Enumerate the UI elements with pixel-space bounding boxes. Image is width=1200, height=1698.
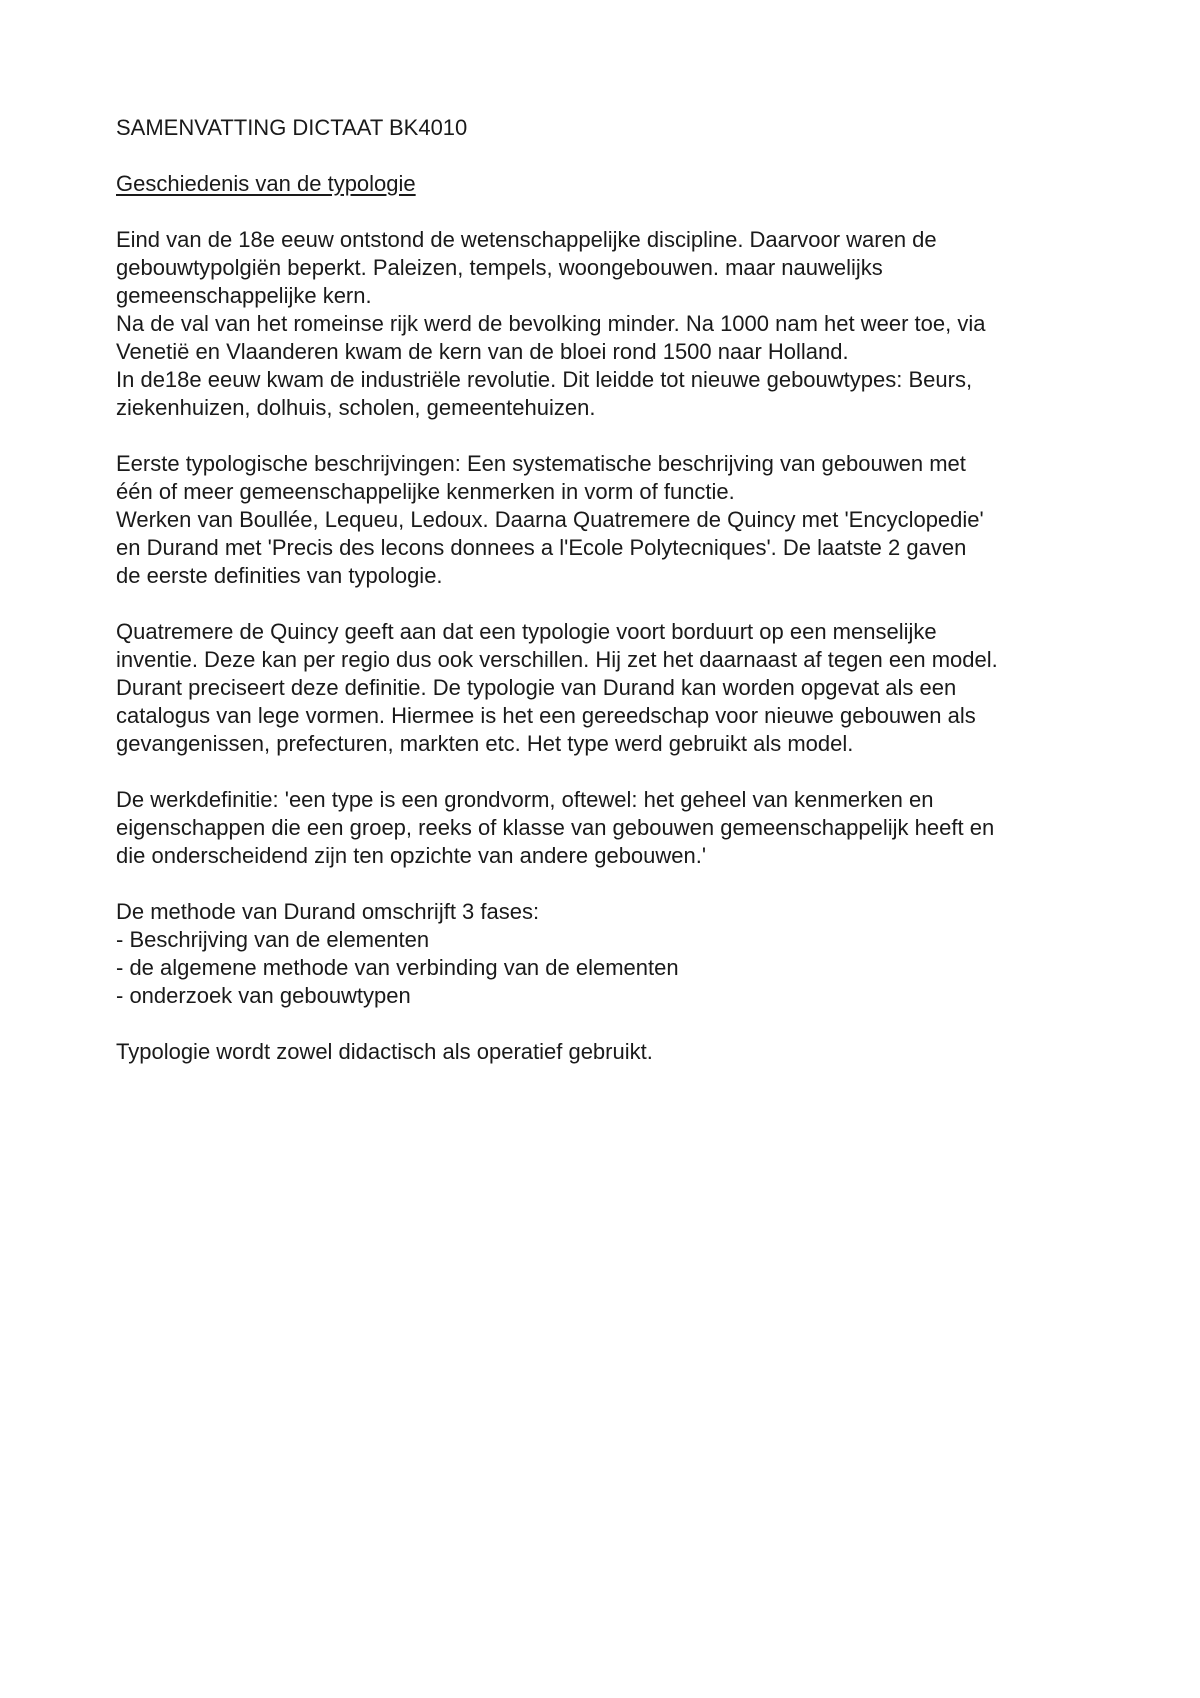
text-line: Quatremere de Quincy geeft aan dat een typologie voort borduurt op een menselijke xyxy=(116,619,937,644)
text-line: één of meer gemeenschappelijke kenmerken in vorm of functie. xyxy=(116,479,735,504)
text-line: Na de val van het romeinse rijk werd de bevolking minder. Na 1000 nam het weer toe, via xyxy=(116,311,986,336)
text-line: De methode van Durand omschrijft 3 fases: xyxy=(116,899,540,924)
paragraph-quincy-durand xyxy=(116,618,1116,758)
text-line: de eerste definities van typologie. xyxy=(116,563,443,588)
text-line: Werken van Boullée, Lequeu, Ledoux. Daarna Quatremere de Quincy met 'Encyclopedie' xyxy=(116,507,984,532)
paragraph-durand-method xyxy=(116,898,1116,1010)
section-heading: Geschiedenis van de typologie xyxy=(116,171,416,196)
paragraph-conclusion xyxy=(116,1038,1116,1066)
text-line: gevangenissen, prefecturen, markten etc. Het type werd gebruikt als model. xyxy=(116,731,854,756)
text-line: In de18e eeuw kwam de industriële revolutie. Dit leidde tot nieuwe gebouwtypes: Beurs, xyxy=(116,367,973,392)
text-line: Eind van de 18e eeuw ontstond de wetenschappelijke discipline. Daarvoor waren de xyxy=(116,227,937,252)
text-line: Eerste typologische beschrijvingen: Een systematische beschrijving van gebouwen met xyxy=(116,451,966,476)
text-line: gemeenschappelijke kern. xyxy=(116,283,372,308)
spacer xyxy=(116,142,1116,170)
text-line: eigenschappen die een groep, reeks of klasse van gebouwen gemeenschappelijk heeft en xyxy=(116,815,995,840)
list-item: - Beschrijving van de elementen xyxy=(116,927,430,952)
spacer xyxy=(116,198,1116,226)
spacer xyxy=(116,422,1116,450)
text-line: gebouwtypolgiën beperkt. Paleizen, tempels, woongebouwen. maar nauwelijks xyxy=(116,255,883,280)
text-line: catalogus van lege vormen. Hiermee is het een gereedschap voor nieuwe gebouwen als xyxy=(116,703,976,728)
text-line: Venetië en Vlaanderen kwam de kern van de bloei rond 1500 naar Holland. xyxy=(116,339,849,364)
list-item: - onderzoek van gebouwtypen xyxy=(116,983,411,1008)
spacer xyxy=(116,1010,1116,1038)
spacer xyxy=(116,590,1116,618)
document-body xyxy=(116,114,1116,1066)
paragraph-history xyxy=(116,226,1116,422)
text-line: De werkdefinitie: 'een type is een grondvorm, oftewel: het geheel van kenmerken en xyxy=(116,787,934,812)
document-title: SAMENVATTING DICTAAT BK4010 xyxy=(116,115,468,140)
paragraph-first-descriptions xyxy=(116,450,1116,590)
text-line: Durant preciseert deze definitie. De typologie van Durand kan worden opgevat als een xyxy=(116,675,957,700)
text-line: die onderscheidend zijn ten opzichte van andere gebouwen.' xyxy=(116,843,707,868)
list-item: - de algemene methode van verbinding van de elementen xyxy=(116,955,679,980)
text-line: Typologie wordt zowel didactisch als operatief gebruikt. xyxy=(116,1039,653,1064)
spacer xyxy=(116,758,1116,786)
spacer xyxy=(116,870,1116,898)
text-line: inventie. Deze kan per regio dus ook verschillen. Hij zet het daarnaast af tegen een model. xyxy=(116,647,998,672)
text-line: en Durand met 'Precis des lecons donnees a l'Ecole Polytecniques'. De laatste 2 gaven xyxy=(116,535,967,560)
paragraph-working-definition xyxy=(116,786,1116,870)
text-line: ziekenhuizen, dolhuis, scholen, gemeentehuizen. xyxy=(116,395,596,420)
